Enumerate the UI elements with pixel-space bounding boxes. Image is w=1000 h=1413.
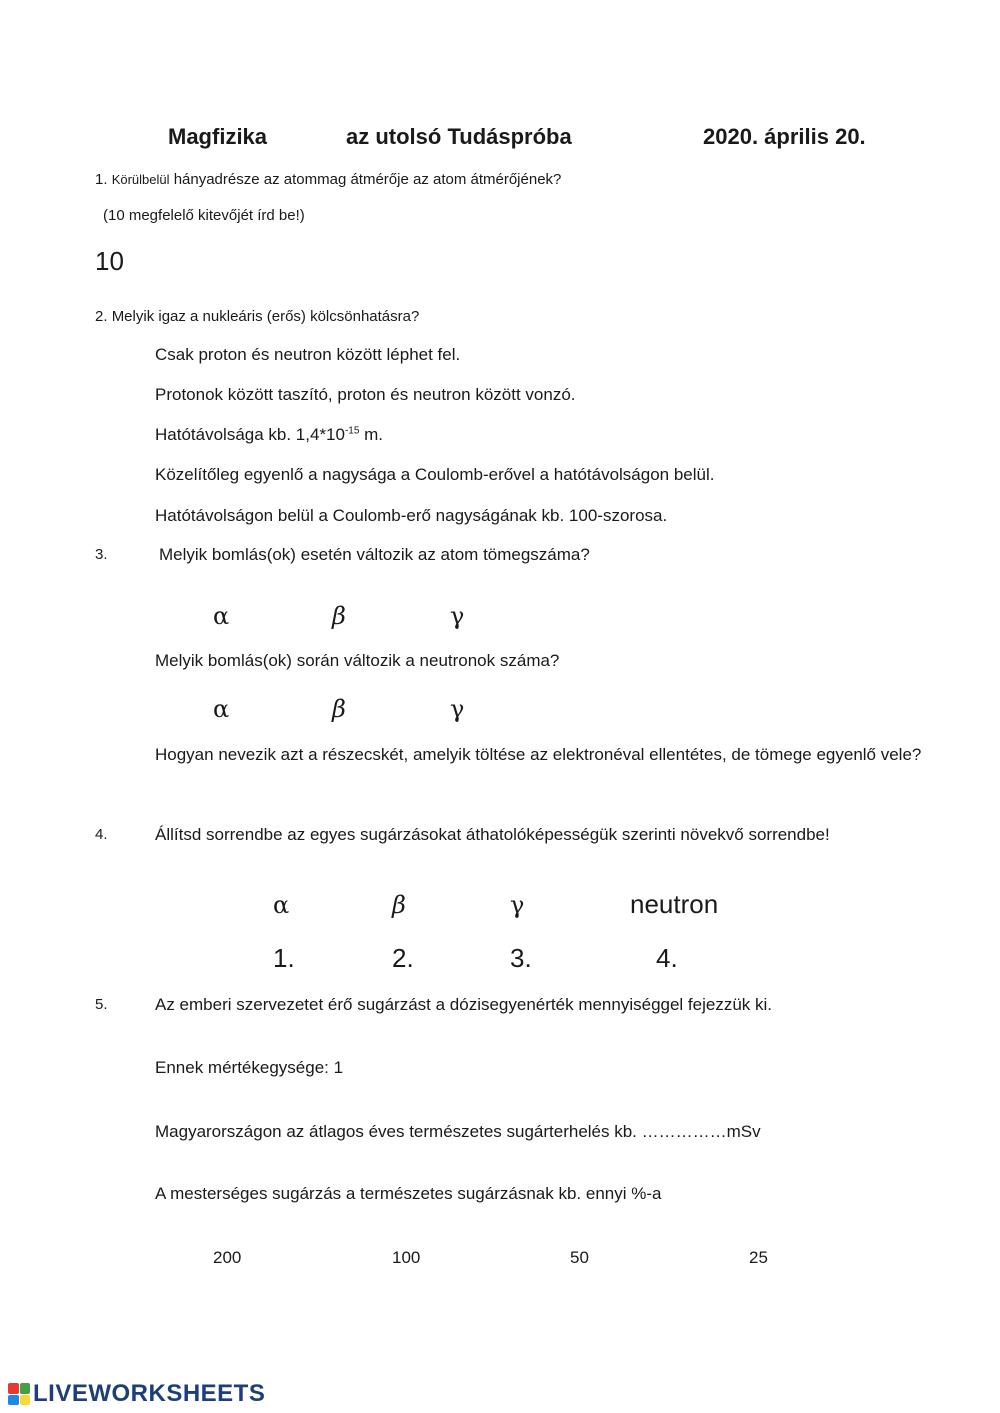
- logo-square-1: [8, 1383, 19, 1394]
- q2-option-5[interactable]: Hatótávolságon belül a Coulomb-erő nagyságának kb. 100-szorosa.: [155, 506, 668, 525]
- logo-square-3: [8, 1395, 19, 1406]
- q2-option-3-exponent: -15: [344, 425, 360, 437]
- q5-choice-25[interactable]: 25: [749, 1248, 768, 1267]
- q5-text: Az emberi szervezetet érő sugárzást a dózisegyenérték mennyiséggel fejezzük ki.: [155, 995, 773, 1014]
- q3b-alpha[interactable]: α: [213, 695, 230, 723]
- q5-artificial-question: A mesterséges sugárzás a természetes sugárzásnak kb. ennyi %-a: [155, 1184, 662, 1203]
- q3-gamma[interactable]: γ: [450, 602, 465, 630]
- q1-hint: (10 megfelelő kitevőjét írd be!): [103, 207, 305, 224]
- date: 2020. április 20.: [703, 124, 866, 149]
- q3-sub-question: Melyik bomlás(ok) során változik a neutronok száma?: [155, 651, 560, 670]
- q5-average-question: Magyarországon az átlagos éves természetes sugárterhelés kb. ……………mSv: [155, 1122, 761, 1141]
- liveworksheets-logo[interactable]: [8, 1380, 265, 1408]
- q1-number: 1.: [95, 171, 108, 188]
- q1-base: 10: [95, 246, 124, 276]
- q4-text: Állítsd sorrendbe az egyes sugárzásokat áthatolóképességük szerinti növekvő sorrendbe!: [155, 825, 830, 844]
- q3-beta[interactable]: β: [332, 602, 346, 630]
- test-title: az utolsó Tudáspróba: [346, 124, 572, 149]
- logo-square-4: [20, 1395, 31, 1406]
- q3-alpha[interactable]: α: [213, 602, 230, 630]
- q5-choice-50[interactable]: 50: [570, 1248, 589, 1267]
- q4-item-gamma[interactable]: γ: [510, 891, 525, 919]
- q5-number: 5.: [95, 996, 108, 1013]
- q5-choice-100[interactable]: 100: [392, 1248, 421, 1267]
- q2-option-3[interactable]: [155, 425, 383, 445]
- logo-square-2: [20, 1383, 31, 1394]
- q3b-beta[interactable]: β: [332, 695, 346, 723]
- logo-text: LIVEWORKSHEETS: [33, 1380, 266, 1407]
- q4-number: 4.: [95, 826, 108, 843]
- q2-text: Melyik igaz a nukleáris (erős) kölcsönhatásra?: [111, 308, 420, 325]
- q4-rank-3: 3.: [510, 943, 532, 973]
- q4-item-alpha[interactable]: α: [273, 891, 290, 919]
- q2-option-4[interactable]: Közelítőleg egyenlő a nagysága a Coulomb-erővel a hatótávolságon belül.: [155, 465, 715, 484]
- q4-rank-1: 1.: [273, 943, 295, 973]
- q2-option-3-unit: m.: [359, 425, 384, 444]
- q2-option-1[interactable]: Csak proton és neutron között léphet fel.: [155, 345, 461, 364]
- q2-option-2[interactable]: Protonok között taszító, proton és neutron között vonzó.: [155, 385, 576, 404]
- q2-option-3-text: Hatótávolsága kb. 1,4*10: [155, 425, 345, 444]
- q5-choice-200[interactable]: 200: [213, 1248, 242, 1267]
- q2-number: 2.: [95, 308, 108, 325]
- logo-mark-icon: [8, 1383, 30, 1405]
- q3-number: 3.: [95, 546, 108, 563]
- q4-rank-2: 2.: [392, 943, 414, 973]
- q1-text-small: Körülbelül: [111, 172, 170, 187]
- q4-item-beta[interactable]: β: [392, 891, 406, 919]
- q3-text: Melyik bomlás(ok) esetén változik az atom tömegszáma?: [159, 545, 590, 564]
- q1-question: [95, 171, 561, 188]
- subject-title: Magfizika: [168, 124, 268, 149]
- q5-unit-question: Ennek mértékegysége: 1: [155, 1058, 344, 1077]
- q3b-gamma[interactable]: γ: [450, 695, 465, 723]
- q3-sub-question-2: Hogyan nevezik azt a részecskét, amelyik töltése az elektronéval ellentétes, de tömege egyenlő vele?: [155, 745, 922, 764]
- q2-question: [95, 308, 419, 325]
- q4-rank-4: 4.: [656, 943, 678, 973]
- q1-text: hányadrésze az atommag átmérője az atom átmérőjének?: [173, 171, 562, 188]
- q4-item-neutron[interactable]: neutron: [630, 889, 719, 919]
